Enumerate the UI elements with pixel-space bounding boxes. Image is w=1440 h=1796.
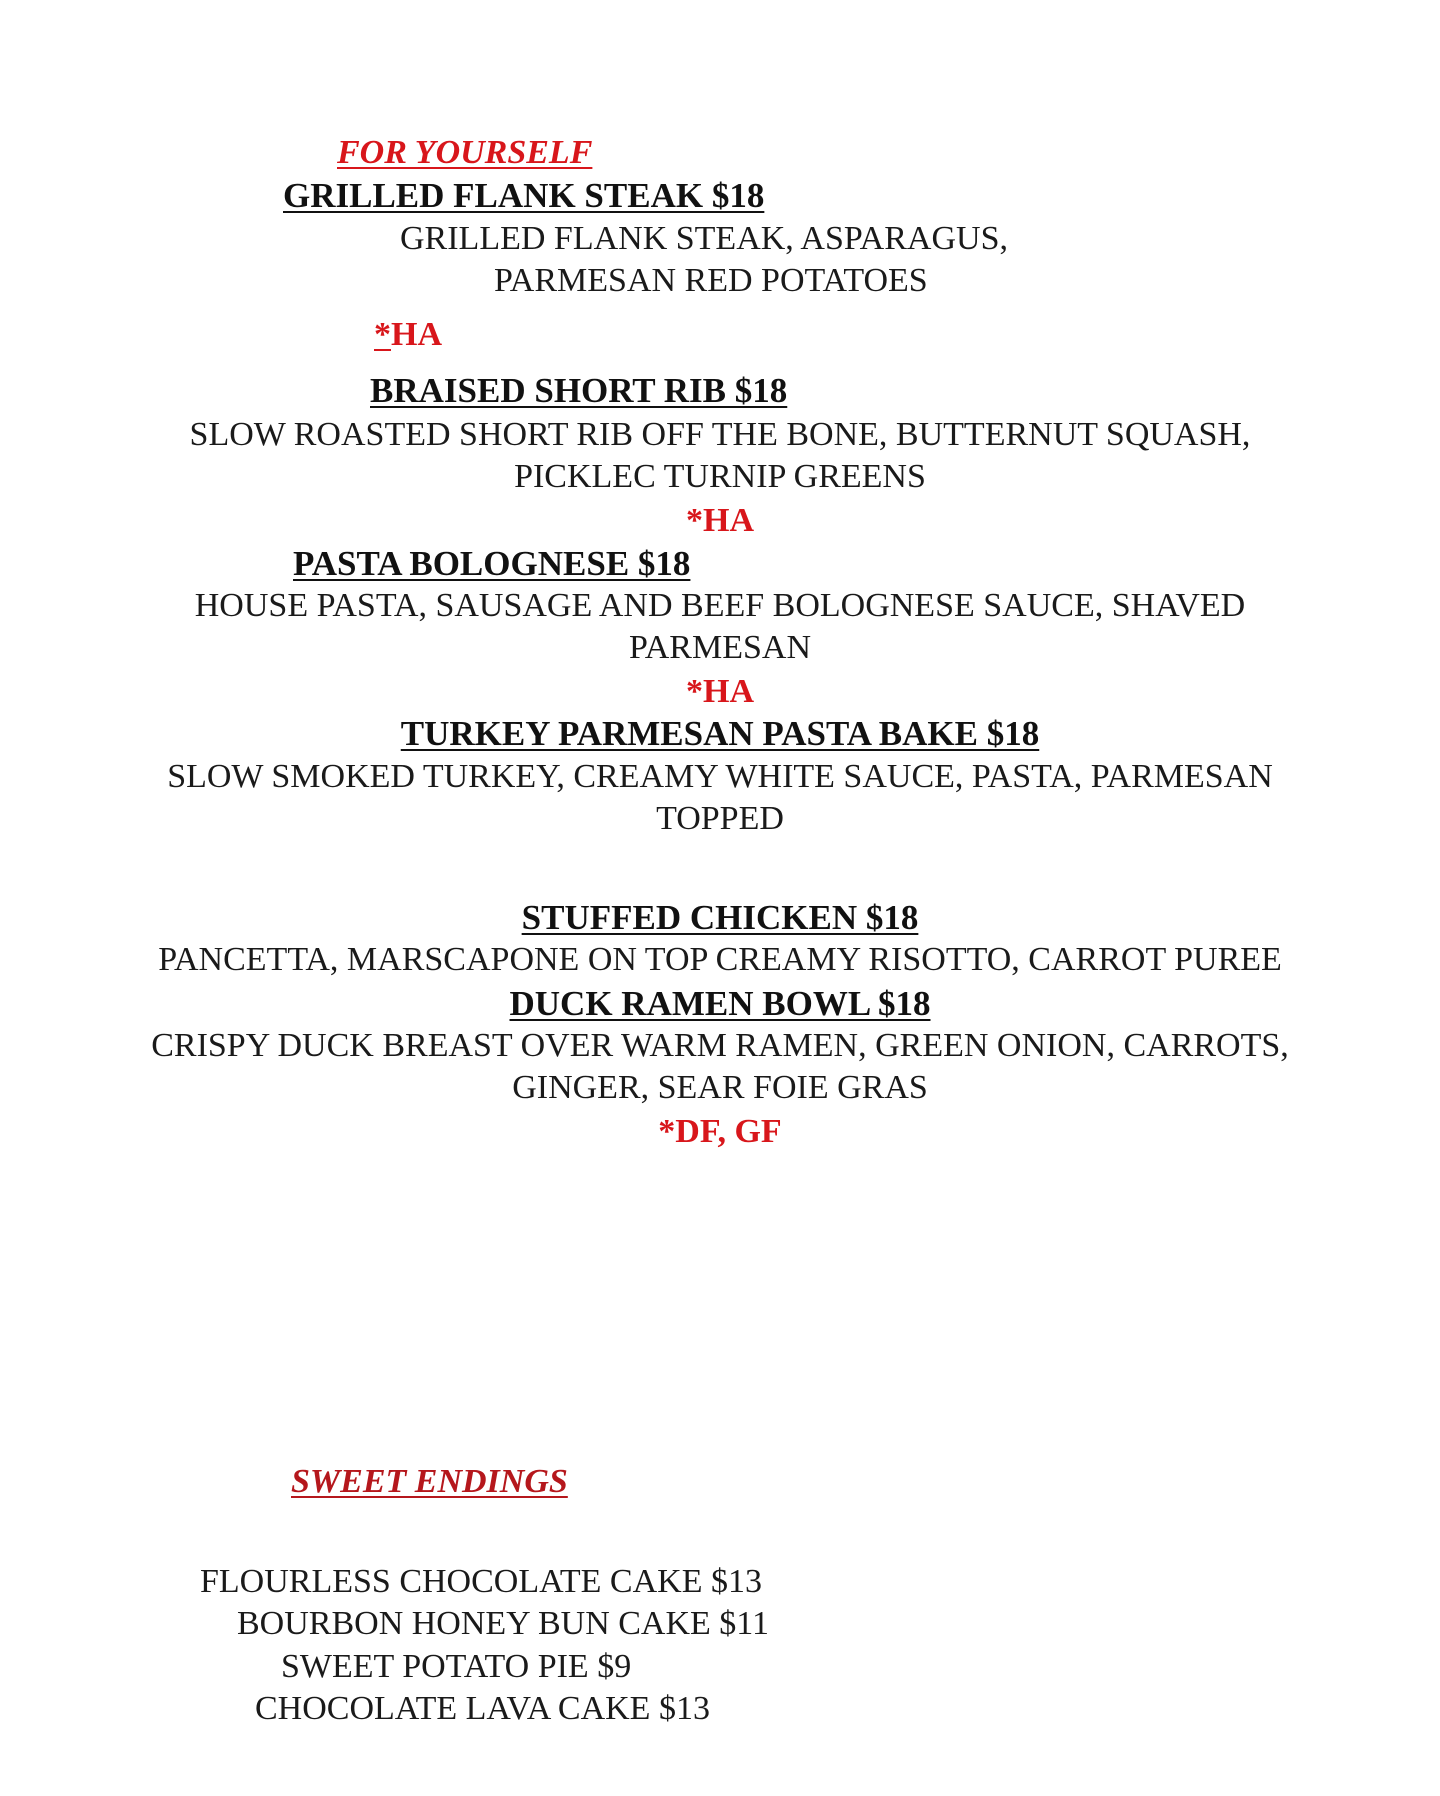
dish-desc-bolognese-1: HOUSE PASTA, SAUSAGE AND BEEF BOLOGNESE SAUCE, SHAVED <box>194 587 1246 624</box>
dessert-item: SWEET POTATO PIE $9 <box>281 1648 632 1685</box>
dish-desc-duck-ramen-2: GINGER, SEAR FOIE GRAS <box>512 1069 928 1106</box>
dish-tag-flank-steak <box>374 318 442 352</box>
dish-desc-duck-ramen-1: CRISPY DUCK BREAST OVER WARM RAMEN, GREEN ONION, CARROTS, <box>151 1027 1289 1064</box>
dish-title-flank-steak: GRILLED FLANK STEAK $18 <box>283 176 765 215</box>
dessert-item: BOURBON HONEY BUN CAKE $11 <box>237 1605 770 1642</box>
dish-title-turkey-bake: TURKEY PARMESAN PASTA BAKE $18 <box>400 714 1040 753</box>
section-title-mains: FOR YOURSELF <box>337 134 593 171</box>
section-title-desserts: SWEET ENDINGS <box>291 1463 568 1500</box>
dish-desc-turkey-bake-1: SLOW SMOKED TURKEY, CREAMY WHITE SAUCE, PASTA, PARMESAN <box>167 758 1273 795</box>
dessert-item: FLOURLESS CHOCOLATE CAKE $13 <box>200 1563 762 1600</box>
dish-title-short-rib: BRAISED SHORT RIB $18 <box>370 371 788 410</box>
dish-desc-flank-steak-2: PARMESAN RED POTATOES <box>494 262 928 299</box>
dish-title-stuffed-chicken: STUFFED CHICKEN $18 <box>521 898 919 937</box>
dish-tag-duck-ramen: *DF, GF <box>658 1113 782 1150</box>
dish-desc-turkey-bake-2: TOPPED <box>656 800 784 837</box>
dish-title-bolognese: PASTA BOLOGNESE $18 <box>293 544 691 583</box>
dish-tag-bolognese: *HA <box>686 673 754 710</box>
dish-desc-short-rib-2: PICKLEC TURNIP GREENS <box>514 458 926 495</box>
dish-tag-text: HA <box>391 316 442 353</box>
dish-desc-bolognese-2: PARMESAN <box>628 629 812 666</box>
dessert-item: CHOCOLATE LAVA CAKE $13 <box>255 1690 710 1727</box>
dish-desc-short-rib-1: SLOW ROASTED SHORT RIB OFF THE BONE, BUTTERNUT SQUASH, <box>189 416 1251 453</box>
dish-title-duck-ramen: DUCK RAMEN BOWL $18 <box>509 984 931 1023</box>
dish-tag-short-rib: *HA <box>686 502 754 539</box>
dish-tag-star: * <box>374 316 391 353</box>
dish-desc-stuffed-chicken: PANCETTA, MARSCAPONE ON TOP CREAMY RISOTTO, CARROT PUREE <box>158 941 1282 978</box>
dish-desc-flank-steak-1: GRILLED FLANK STEAK, ASPARAGUS, <box>400 220 1008 257</box>
